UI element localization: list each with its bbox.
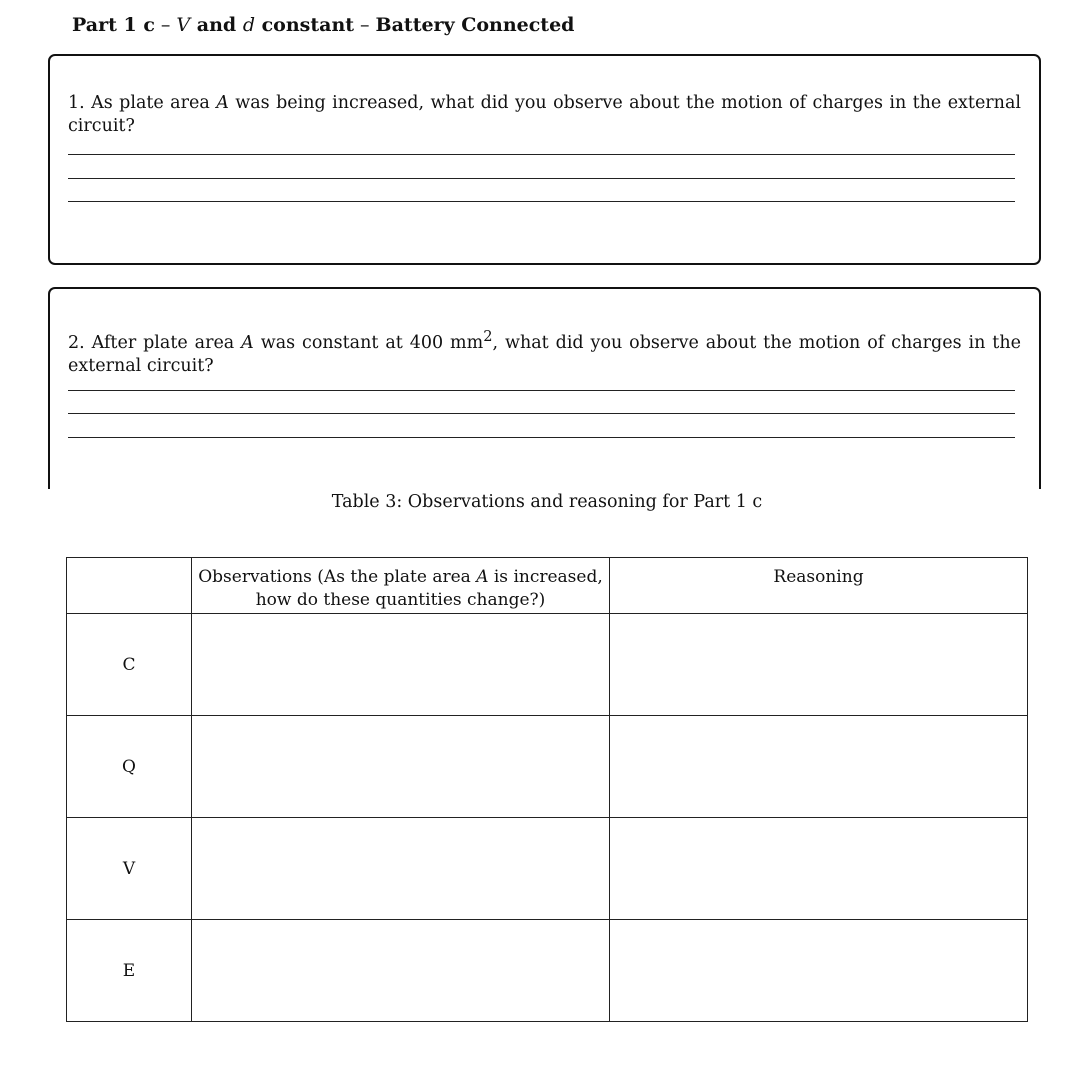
heading-dash: – bbox=[160, 14, 171, 36]
question-1-box bbox=[48, 54, 1041, 265]
heading-constant: constant bbox=[261, 14, 355, 36]
row-label: V bbox=[67, 818, 192, 920]
heading-v-variable: V bbox=[176, 14, 191, 36]
heading-part: Part 1 c bbox=[72, 14, 155, 36]
row-label: E bbox=[67, 920, 192, 1022]
reasoning-cell[interactable] bbox=[610, 716, 1028, 818]
answer-line-2a[interactable] bbox=[68, 390, 1015, 391]
answer-line-1b[interactable] bbox=[68, 178, 1015, 179]
observations-table bbox=[66, 557, 1028, 1022]
answer-line-1a[interactable] bbox=[68, 154, 1015, 155]
header-reasoning: Reasoning bbox=[610, 558, 1028, 614]
row-label: Q bbox=[67, 716, 192, 818]
reasoning-cell[interactable] bbox=[610, 920, 1028, 1022]
header-observations bbox=[192, 558, 610, 614]
answer-line-1c[interactable] bbox=[68, 201, 1015, 202]
question-1-text-a: As plate area bbox=[91, 93, 210, 113]
table-caption: Table 3: Observations and reasoning for Part 1 c bbox=[331, 492, 763, 512]
header-empty-cell bbox=[67, 558, 192, 614]
observation-cell[interactable] bbox=[192, 920, 610, 1022]
question-1-variable: A bbox=[216, 93, 229, 113]
question-2-superscript: 2 bbox=[483, 328, 493, 345]
question-1-text bbox=[68, 92, 1021, 138]
answer-line-2b[interactable] bbox=[68, 413, 1015, 414]
question-2-text bbox=[68, 325, 1021, 378]
row-label: C bbox=[67, 614, 192, 716]
question-2-text-c: , what did you observe about the motion of charges in the external circuit? bbox=[68, 332, 1021, 376]
table-row bbox=[67, 614, 1028, 716]
heading-battery: Battery Connected bbox=[375, 14, 575, 36]
question-2-text-a: After plate area bbox=[91, 332, 235, 353]
header-observations-variable: A bbox=[476, 567, 489, 587]
reasoning-cell[interactable] bbox=[610, 614, 1028, 716]
table-header-row bbox=[67, 558, 1028, 614]
table-row bbox=[67, 920, 1028, 1022]
question-2-variable: A bbox=[241, 332, 254, 353]
table-row bbox=[67, 818, 1028, 920]
answer-line-2c[interactable] bbox=[68, 437, 1015, 438]
question-1-number: 1. bbox=[68, 93, 85, 113]
section-heading bbox=[72, 14, 574, 36]
heading-d-variable: d bbox=[242, 14, 255, 36]
observation-cell[interactable] bbox=[192, 614, 610, 716]
question-1-text-b: was being increased, what did you observe about the motion of charges in the external circuit? bbox=[68, 93, 1021, 136]
heading-dash-2: – bbox=[360, 14, 370, 36]
table-row bbox=[67, 716, 1028, 818]
question-2-number: 2. bbox=[68, 332, 85, 353]
question-2-text-b: was constant at 400 mm bbox=[260, 332, 484, 353]
observation-cell[interactable] bbox=[192, 818, 610, 920]
header-observations-text-b: is increased, how do these quantities change?) bbox=[255, 567, 603, 610]
question-2-box bbox=[48, 287, 1041, 517]
reasoning-cell[interactable] bbox=[610, 818, 1028, 920]
header-observations-text-a: Observations (As the plate area bbox=[198, 567, 471, 587]
observation-cell[interactable] bbox=[192, 716, 610, 818]
heading-and: and bbox=[196, 14, 237, 36]
